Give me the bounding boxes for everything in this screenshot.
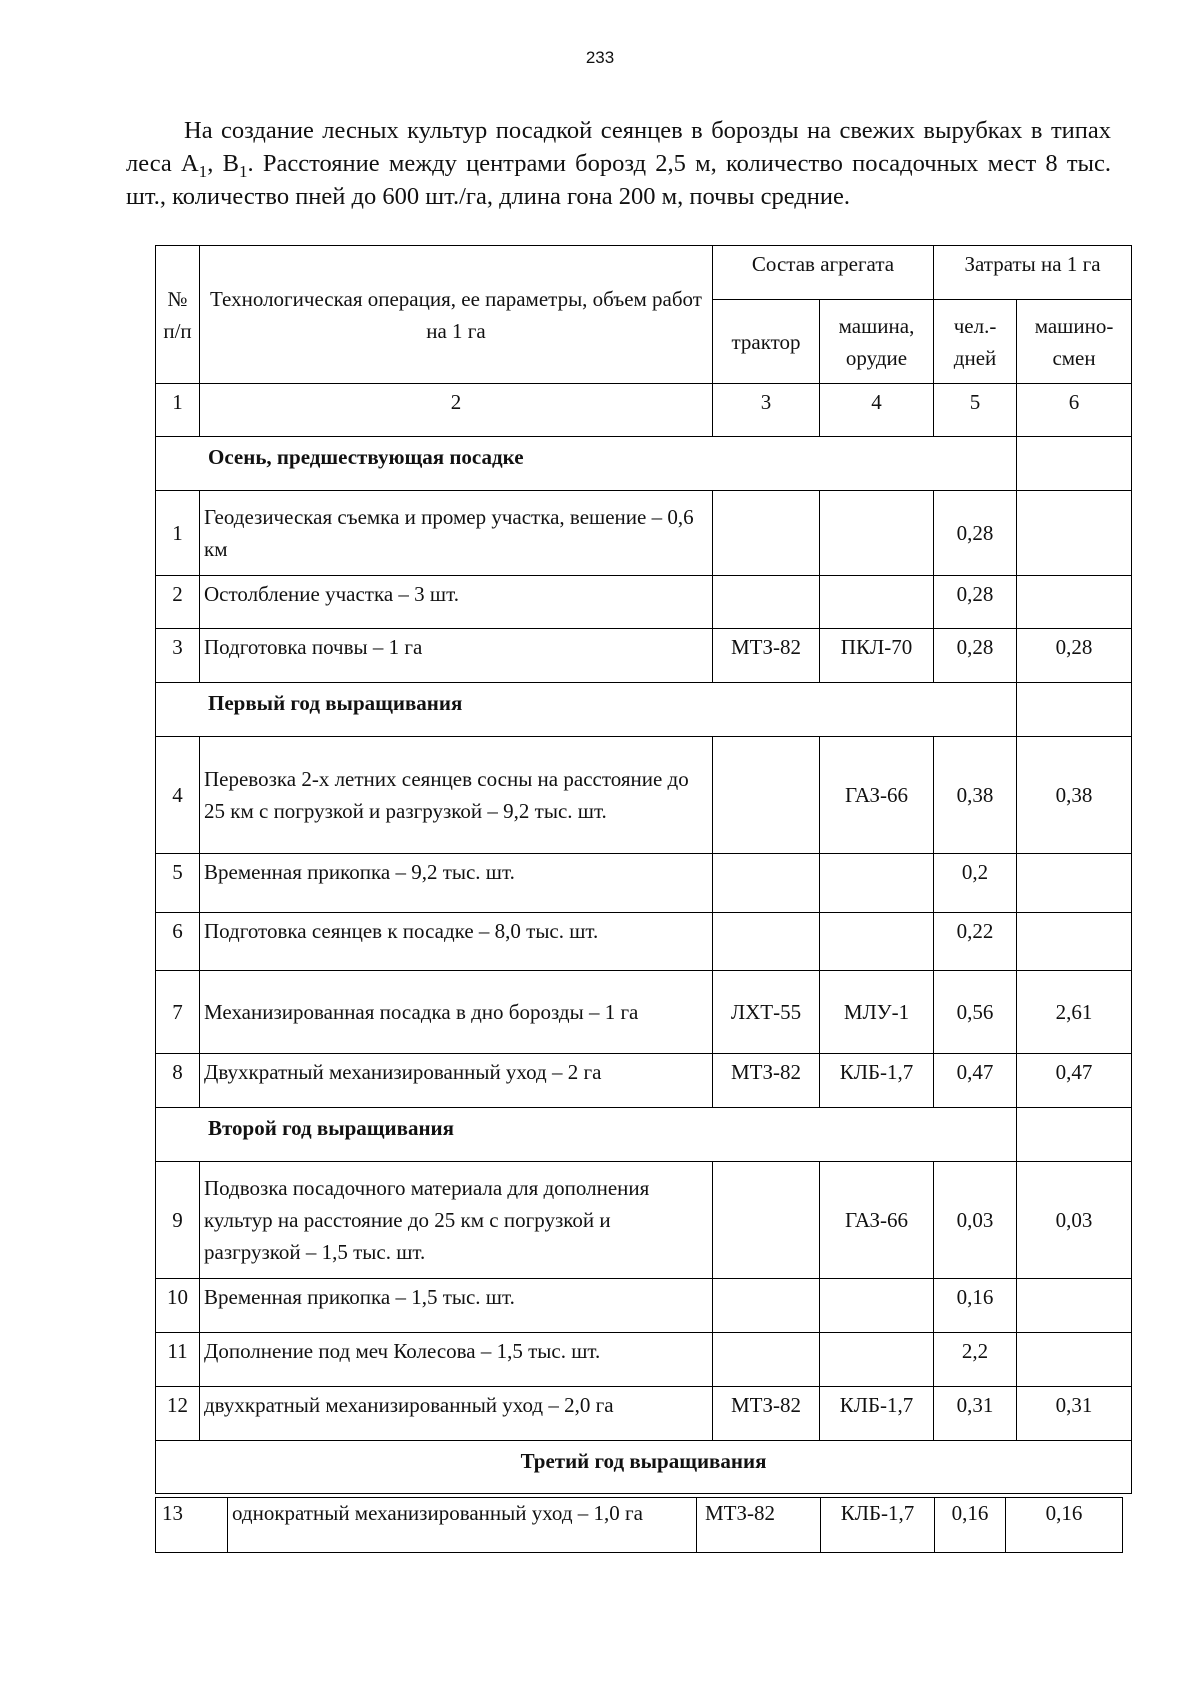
row-machine: ГАЗ-66 [820, 1162, 934, 1279]
header-cost-group: Затраты на 1 га [934, 246, 1132, 300]
header-operation: Технологическая операция, ее параметры, объем работ на 1 га [200, 246, 713, 384]
row-num: 13 [156, 1498, 228, 1553]
row-mandays: 0,22 [934, 913, 1017, 971]
row-num: 11 [156, 1333, 200, 1387]
column-number: 6 [1017, 384, 1132, 437]
row-num: 5 [156, 854, 200, 913]
row-operation: Дополнение под меч Колесова – 1,5 тыс. шт. [200, 1333, 713, 1387]
row-operation: двухкратный механизированный уход – 2,0 га [200, 1387, 713, 1441]
header-num: № п/п [156, 246, 200, 384]
row-num: 4 [156, 737, 200, 854]
row-mandays: 0,2 [934, 854, 1017, 913]
row-tractor [713, 737, 820, 854]
row-operation: Временная прикопка – 1,5 тыс. шт. [200, 1279, 713, 1333]
row-shifts: 0,38 [1017, 737, 1132, 854]
row-tractor: ЛХТ-55 [713, 971, 820, 1054]
section-title: Третий год выращивания [156, 1441, 1132, 1494]
section-title: Второй год выращивания [156, 1108, 1017, 1162]
row-num: 3 [156, 629, 200, 683]
row-operation: Перевозка 2-х летних сеянцев сосны на расстояние до 25 км с погрузкой и разгрузкой – 9,2 тыс. шт. [200, 737, 713, 854]
row-tractor [713, 491, 820, 576]
row-machine [820, 1279, 934, 1333]
row-operation: Геодезическая съемка и промер участка, вешение – 0,6 км [200, 491, 713, 576]
row-shifts [1017, 1279, 1132, 1333]
row-operation: Двухкратный механизированный уход – 2 га [200, 1054, 713, 1108]
section-empty-cell [1017, 1108, 1132, 1162]
row-num: 12 [156, 1387, 200, 1441]
row-machine: МЛУ-1 [820, 971, 934, 1054]
row-shifts [1017, 1333, 1132, 1387]
row-machine: ГАЗ-66 [820, 737, 934, 854]
row-tractor: МТЗ-82 [713, 629, 820, 683]
header-tractor: трактор [713, 300, 820, 384]
row-operation: Остолбление участка – 3 шт. [200, 576, 713, 629]
row-shifts: 0,31 [1017, 1387, 1132, 1441]
row-mandays: 0,16 [934, 1279, 1017, 1333]
row-num: 6 [156, 913, 200, 971]
header-machine: машина, орудие [820, 300, 934, 384]
row-machine [820, 1333, 934, 1387]
row-shifts: 0,16 [1006, 1498, 1123, 1553]
row-tractor [713, 1162, 820, 1279]
row-tractor: МТЗ-82 [697, 1498, 821, 1553]
row-mandays: 0,38 [934, 737, 1017, 854]
row-machine [820, 854, 934, 913]
header-machineshifts: машино- смен [1017, 300, 1132, 384]
row-tractor: МТЗ-82 [713, 1387, 820, 1441]
row-machine: ПКЛ-70 [820, 629, 934, 683]
row-shifts: 0,47 [1017, 1054, 1132, 1108]
section-title: Первый год выращивания [156, 683, 1017, 737]
row-machine: КЛБ-1,7 [820, 1387, 934, 1441]
row-mandays: 0,56 [934, 971, 1017, 1054]
row-mandays: 0,47 [934, 1054, 1017, 1108]
row-mandays: 0,31 [934, 1387, 1017, 1441]
row-shifts [1017, 491, 1132, 576]
row-machine [820, 491, 934, 576]
column-number: 3 [713, 384, 820, 437]
row-mandays: 0,28 [934, 576, 1017, 629]
column-number: 2 [200, 384, 713, 437]
row-shifts: 2,61 [1017, 971, 1132, 1054]
row-operation: однократный механизированный уход – 1,0 га [228, 1498, 697, 1553]
column-number: 1 [156, 384, 200, 437]
header-mandays: чел.- дней [934, 300, 1017, 384]
row-machine [820, 576, 934, 629]
row-mandays: 2,2 [934, 1333, 1017, 1387]
row-machine: КЛБ-1,7 [820, 1054, 934, 1108]
row-tractor [713, 1279, 820, 1333]
row-operation: Подготовка сеянцев к посадке – 8,0 тыс. шт. [200, 913, 713, 971]
section-empty-cell [1017, 437, 1132, 491]
row-num: 1 [156, 491, 200, 576]
row-num: 10 [156, 1279, 200, 1333]
row-mandays: 0,28 [934, 629, 1017, 683]
row-num: 7 [156, 971, 200, 1054]
operations-table-last-row [155, 1497, 1123, 1553]
column-number: 5 [934, 384, 1017, 437]
row-tractor [713, 1333, 820, 1387]
section-title: Осень, предшествующая посадке [156, 437, 1017, 491]
header-unit-group: Состав агрегата [713, 246, 934, 300]
row-operation: Временная прикопка – 9,2 тыс. шт. [200, 854, 713, 913]
section-empty-cell [1017, 683, 1132, 737]
row-operation: Механизированная посадка в дно борозды – 1 га [200, 971, 713, 1054]
row-num: 9 [156, 1162, 200, 1279]
row-machine: КЛБ-1,7 [821, 1498, 935, 1553]
row-tractor [713, 913, 820, 971]
row-mandays: 0,28 [934, 491, 1017, 576]
row-shifts: 0,28 [1017, 629, 1132, 683]
row-shifts [1017, 576, 1132, 629]
row-mandays: 0,16 [935, 1498, 1006, 1553]
page-number: 233 [585, 48, 615, 67]
intro-paragraph: На создание лесных культур посадкой сеянцев в борозды на свежих вырубках в типах леса $А_1$, $В_1$. Расстояние между центрами борозд 2,5 м, количество посадочных мест 8 тыс. шт., количество пней до 600 шт./га, длина гона 200 м, почвы средние. [126, 117, 1112, 210]
row-tractor [713, 576, 820, 629]
row-num: 2 [156, 576, 200, 629]
row-shifts [1017, 913, 1132, 971]
row-tractor: МТЗ-82 [713, 1054, 820, 1108]
row-mandays: 0,03 [934, 1162, 1017, 1279]
row-operation: Подвозка посадочного материала для дополнения культур на расстояние до 25 км с погрузкой и разгрузкой – 1,5 тыс. шт. [200, 1162, 713, 1279]
operations-table [155, 245, 1132, 1494]
row-tractor [713, 854, 820, 913]
row-operation: Подготовка почвы – 1 га [200, 629, 713, 683]
row-shifts: 0,03 [1017, 1162, 1132, 1279]
column-number: 4 [820, 384, 934, 437]
row-num: 8 [156, 1054, 200, 1108]
row-shifts [1017, 854, 1132, 913]
row-machine [820, 913, 934, 971]
